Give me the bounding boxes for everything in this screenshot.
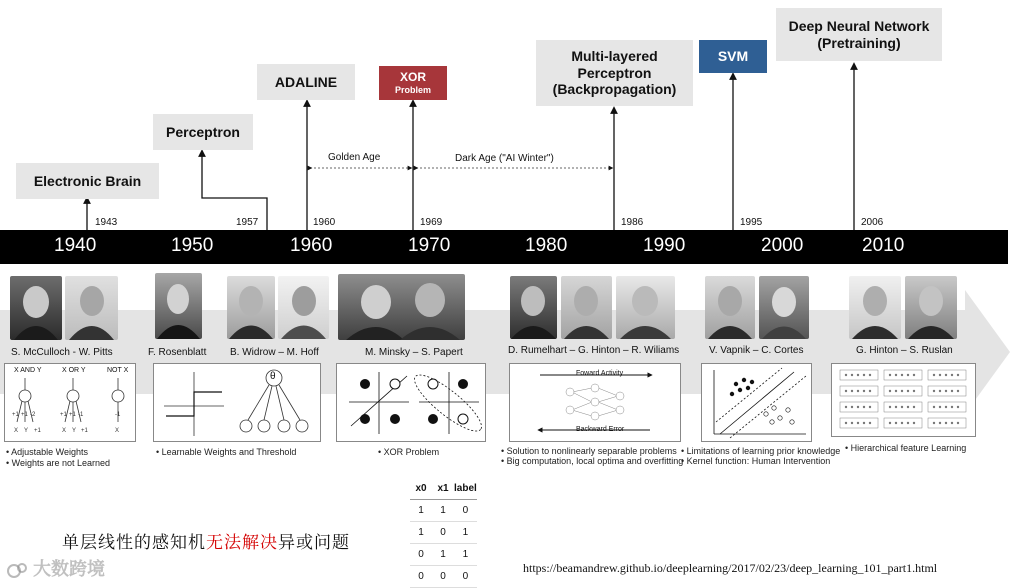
milestone-label-line2: (Pretraining) [817, 34, 901, 51]
table-cell: 1 [410, 500, 432, 522]
milestone-label: Electronic Brain [33, 172, 142, 189]
table-cell: 0 [454, 500, 477, 522]
table-cell: 0 [432, 522, 454, 544]
decade-label: 1960 [290, 235, 333, 256]
people-names: F. Rosenblatt [148, 347, 207, 358]
era-dark-age: Dark Age ("AI Winter") [455, 153, 554, 164]
panel-xor [336, 363, 486, 442]
portrait-photo [616, 276, 675, 339]
and-label: X AND Y [14, 367, 42, 374]
portrait-photo [227, 276, 275, 339]
note-item: • Solution to nonlinearly separable problems [501, 446, 677, 456]
milestone-perceptron [153, 114, 253, 150]
portrait-photo [561, 276, 612, 339]
people-names: V. Vapnik – C. Cortes [709, 345, 804, 356]
decade-label: 2010 [862, 235, 905, 256]
xor-truth-table [410, 478, 477, 588]
portrait-photo [759, 276, 809, 339]
table-cell: 1 [410, 522, 432, 544]
milestone-electronic-brain [16, 163, 159, 199]
milestone-label-line2: Perceptron [577, 64, 652, 81]
portrait-photo [155, 273, 202, 339]
milestone-label-line3: (Backpropagation) [552, 81, 677, 98]
svg-text:+1: +1 [21, 412, 28, 418]
svg-text:-2: -2 [30, 412, 36, 418]
panel-svm [701, 363, 812, 442]
panel-deep-network [831, 363, 976, 437]
svg-text:+1: +1 [12, 412, 19, 418]
milestone-multilayer-perceptron [536, 40, 693, 106]
milestone-svm [699, 40, 767, 73]
year-label: 1995 [740, 217, 763, 228]
portrait-photo [10, 276, 62, 340]
portrait-photo [705, 276, 755, 339]
panel-perceptron [153, 363, 321, 442]
perceptron-diagram [154, 364, 320, 441]
table-header: label [454, 478, 477, 500]
chinese-caption [62, 528, 350, 553]
or-label: X OR Y [62, 367, 86, 374]
xor-diagram [337, 364, 485, 441]
decade-label: 1950 [171, 235, 214, 256]
svm-diagram [702, 364, 811, 441]
table-cell: 0 [432, 566, 454, 588]
milestone-label: ADALINE [274, 73, 338, 90]
table-row [410, 544, 477, 566]
milestone-label: SVM [717, 48, 749, 65]
note-item: • Hierarchical feature Learning [845, 443, 967, 453]
watermark-logo-icon [6, 561, 28, 579]
not-label: NOT X [107, 367, 129, 374]
milestone-deep-neural-network [776, 8, 942, 61]
people-names: B. Widrow – M. Hoff [230, 347, 319, 358]
caption-part: 异或问题 [278, 533, 350, 553]
svg-text:+1: +1 [81, 428, 88, 434]
source-url: https://beamandrew.github.io/deeplearning/2017/02/23/deep_learning_101_part1.html [523, 561, 938, 575]
decade-label: 1990 [643, 235, 686, 256]
note-item: • Learnable Weights and Threshold [156, 447, 297, 457]
table-header: x1 [432, 478, 454, 500]
table-row [410, 522, 477, 544]
timeline-bar [0, 230, 1008, 264]
backward-error-label: Backward Error [576, 426, 625, 433]
theta-symbol: θ [270, 371, 276, 382]
portrait-photo [905, 276, 957, 339]
table-cell: 0 [454, 566, 477, 588]
backprop-diagram [510, 364, 680, 441]
note-item: • Kernel function: Human Intervention [681, 456, 831, 466]
milestone-sublabel: Problem [394, 84, 431, 95]
year-label: 1960 [313, 217, 336, 228]
people-names: M. Minsky – S. Papert [365, 347, 463, 358]
milestone-label-line1: Deep Neural Network [788, 17, 930, 34]
table-header-row [410, 478, 477, 500]
milestone-label: XOR [399, 70, 426, 85]
note-item: • Adjustable Weights [6, 447, 89, 457]
watermark-text: 大数跨境 [33, 559, 106, 579]
portrait-photo [338, 274, 465, 340]
note-item: • Weights are not Learned [6, 458, 111, 468]
svg-text:X: X [62, 428, 67, 434]
table-row [410, 566, 477, 588]
table-cell: 1 [432, 544, 454, 566]
svg-text:-1: -1 [115, 412, 121, 418]
table-cell: 1 [432, 500, 454, 522]
caption-part: 单层线性的感知机 [62, 533, 206, 553]
svg-text:Y: Y [24, 428, 29, 434]
portrait-photo [65, 276, 118, 340]
milestone-label-line1: Multi-layered [571, 47, 658, 64]
svg-text:+1: +1 [34, 428, 41, 434]
table-cell: 1 [454, 544, 477, 566]
people-names: S. McCulloch - W. Pitts [11, 347, 113, 358]
decade-label: 1980 [525, 235, 568, 256]
year-label: 1986 [621, 217, 644, 228]
table-cell: 0 [410, 566, 432, 588]
decade-label: 1970 [408, 235, 451, 256]
forward-activity-label: Foward Activity [576, 370, 624, 377]
svg-text:X: X [115, 428, 120, 434]
panel-logic-units [4, 363, 136, 442]
era-golden-age: Golden Age [328, 152, 381, 163]
panel-backpropagation [509, 363, 681, 442]
people-names: G. Hinton – S. Ruslan [856, 345, 953, 356]
note-item: • XOR Problem [378, 447, 440, 457]
milestone-label: Perceptron [166, 123, 240, 140]
portrait-photo [849, 276, 901, 339]
people-names: D. Rumelhart – G. Hinton – R. Wiliams [508, 345, 680, 356]
year-label: 1943 [95, 217, 118, 228]
decade-label: 1940 [54, 235, 97, 256]
milestone-xor-problem [379, 66, 447, 100]
svg-text:-1: -1 [78, 412, 84, 418]
deep-network-diagram [832, 364, 975, 436]
milestone-adaline [257, 64, 355, 100]
watermark [6, 555, 105, 581]
table-row [410, 500, 477, 522]
note-item: • Limitations of learning prior knowledge [681, 446, 841, 456]
decade-label: 2000 [761, 235, 804, 256]
svg-text:+1: +1 [69, 412, 76, 418]
svg-text:X: X [14, 428, 19, 434]
year-label: 1957 [236, 217, 259, 228]
table-cell: 0 [410, 544, 432, 566]
logic-unit-diagram [5, 364, 135, 441]
svg-text:+1: +1 [60, 412, 67, 418]
portrait-photo [510, 276, 557, 339]
table-cell: 1 [454, 522, 477, 544]
table-header: x0 [410, 478, 432, 500]
portrait-photo [278, 276, 329, 339]
year-label: 1969 [420, 217, 443, 228]
year-label: 2006 [861, 217, 884, 228]
note-item: • Big computation, local optima and overfitting [501, 456, 684, 466]
caption-highlight: 无法解决 [206, 533, 278, 553]
svg-text:Y: Y [72, 428, 77, 434]
